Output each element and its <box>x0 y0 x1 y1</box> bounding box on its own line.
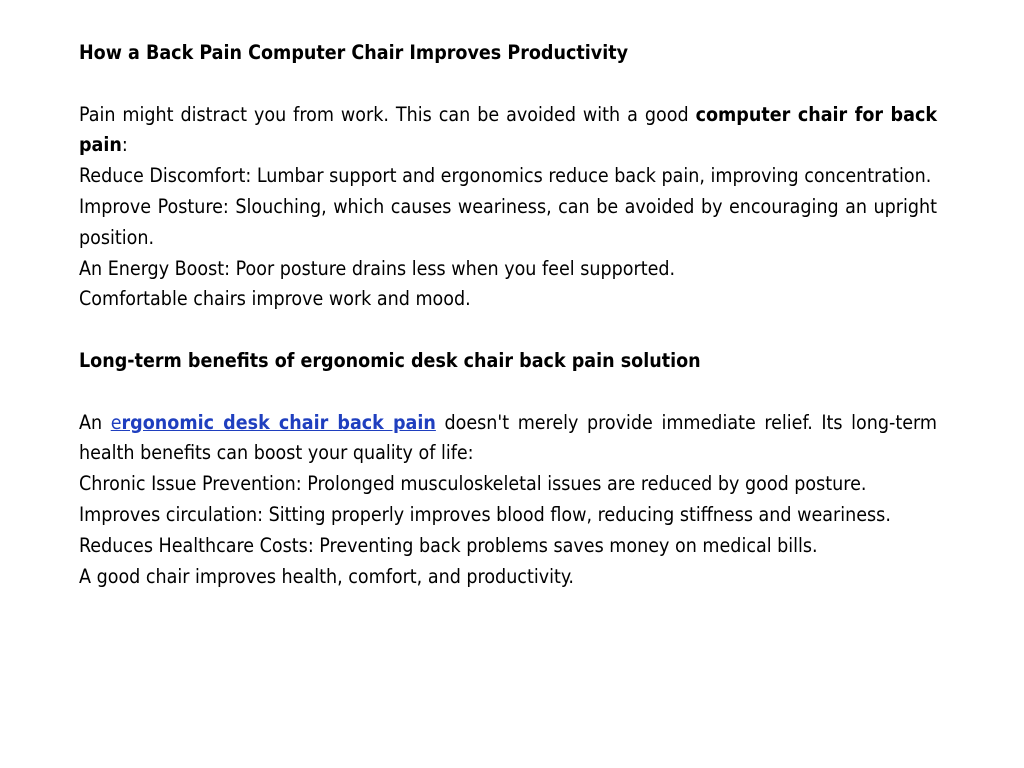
list-item: A good chair improves health, comfort, and productivity. <box>79 564 575 588</box>
section1-heading: How a Back Pain Computer Chair Improves Productivity <box>79 41 629 64</box>
link-first-letter: e <box>110 410 122 434</box>
link-text: rgonomic desk chair back pain <box>121 410 436 434</box>
section1-intro <box>79 100 937 162</box>
list-item: Improve Posture: Slouching, which causes weariness, can be avoided by encouraging an upright position. <box>79 194 937 249</box>
section1-intro-text: Pain might distract you from work. This can be avoided with a good <box>79 102 696 126</box>
list-item: Reduces Healthcare Costs: Preventing back problems saves money on medical bills. <box>79 533 818 557</box>
list-item: Comfortable chairs improve work and mood. <box>79 287 471 311</box>
ergonomic-desk-chair-link[interactable] <box>111 411 436 434</box>
section2-heading: Long-term benefits of ergonomic desk chair back pain solution <box>79 348 701 372</box>
document-body <box>79 38 937 592</box>
list-item: Improves circulation: Sitting properly improves blood flow, reducing stiffness and weariness. <box>79 502 891 526</box>
section2-intro <box>79 408 937 470</box>
section1-intro-colon: : <box>121 133 128 157</box>
spacer <box>79 69 937 100</box>
section2-intro-rest: doesn't merely provide immediate relief. Its long-term health benefits can boost your quality of life: <box>79 410 937 465</box>
list-item: Reduce Discomfort: Lumbar support and ergonomics reduce back pain, improving concentration. <box>79 164 932 188</box>
spacer <box>79 315 937 346</box>
list-item: Chronic Issue Prevention: Prolonged musculoskeletal issues are reduced by good posture. <box>79 472 867 496</box>
spacer <box>79 377 937 408</box>
list-item: An Energy Boost: Poor posture drains less when you feel supported. <box>79 256 676 280</box>
section1-intro-bold: computer chair for back pain <box>79 102 938 157</box>
section2-intro-text: An <box>79 410 111 434</box>
